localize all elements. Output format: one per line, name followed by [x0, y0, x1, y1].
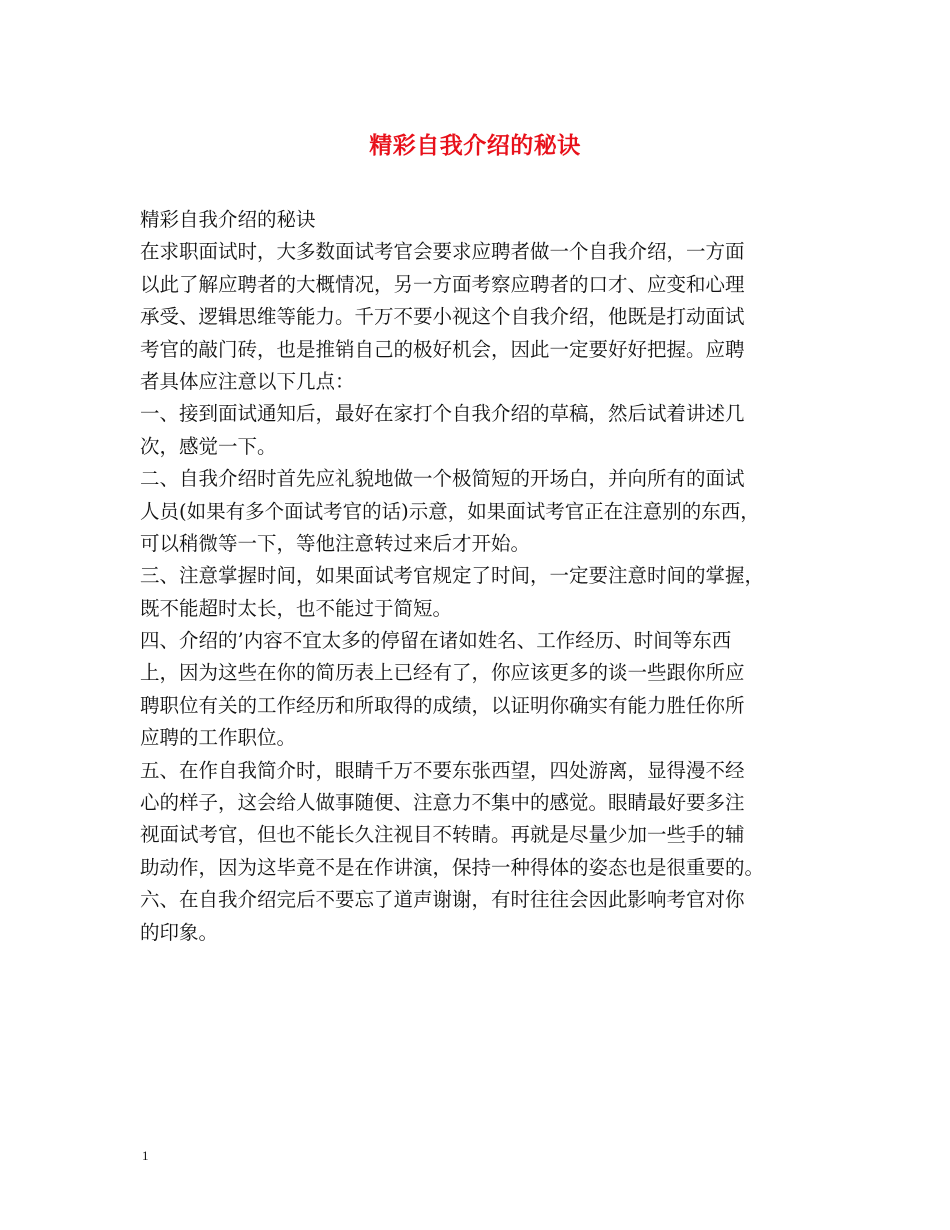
- text-line: 精彩自我介绍的秘诀: [140, 208, 316, 231]
- text-line: 次，感觉一下。: [140, 434, 277, 458]
- text-line: 考官的敲门砖，也是推销自己的极好机会，因此一定要好好把握。应聘: [140, 337, 745, 361]
- text-line: 人员(如果有多个面试考官的话)示意，如果面试考官正在注意别的东西，: [140, 499, 760, 523]
- text-line: 上，因为这些在你的简历表上已经有了，你应该更多的谈一些跟你所应: [140, 661, 745, 685]
- document-title: 精彩自我介绍的秘诀: [369, 132, 581, 159]
- text-line: 二、自我介绍时首先应礼貌地做一个极简短的开场白，并向所有的面试: [140, 467, 745, 491]
- text-line: 心的样子，这会给人做事随便、注意力不集中的感觉。眼睛最好要多注: [140, 791, 745, 815]
- text-line: 五、在作自我简介时，眼睛千万不要东张西望，四处游离，显得漫不经: [140, 758, 745, 782]
- text-line: 一、接到面试通知后，最好在家打个自我介绍的草稿，然后试着讲述几: [140, 402, 745, 426]
- page-number: 1: [142, 1148, 149, 1163]
- text-line: 以此了解应聘者的大概情况，另一方面考察应聘者的口才、应变和心理: [140, 272, 745, 296]
- text-line: 聘职位有关的工作经历和所取得的成绩，以证明你确实有能力胜任你所: [140, 693, 745, 717]
- text-line: 可以稍微等一下，等他注意转过来后才开始。: [140, 531, 531, 555]
- text-line: 承受、逻辑思维等能力。千万不要小视这个自我介绍，他既是打动面试: [140, 305, 745, 329]
- text-line: 者具体应注意以下几点：: [140, 369, 355, 393]
- text-line: 三、注意掌握时间，如果面试考官规定了时间，一定要注意时间的掌握，: [140, 564, 765, 588]
- text-line: 四、介绍的’内容不宜太多的停留在诸如姓名、工作经历、时间等东西: [140, 629, 732, 653]
- text-line: 在求职面试时，大多数面试考官会要求应聘者做一个自我介绍，一方面: [140, 240, 745, 264]
- text-line: 应聘的工作职位。: [140, 726, 297, 750]
- text-line: 的印象。: [140, 920, 219, 944]
- text-line: 六、在自我介绍完后不要忘了道声谢谢，有时往往会因此影响考官对你: [140, 888, 745, 912]
- text-line: 助动作，因为这毕竟不是在作讲演，保持一种得体的姿态也是很重要的。: [140, 855, 765, 879]
- document-body: [140, 204, 820, 949]
- text-line: 视面试考官，但也不能长久注视目不转睛。再就是尽量少加一些手的辅: [140, 823, 745, 847]
- text-line: 既不能超时太长，也不能过于简短。: [140, 596, 453, 620]
